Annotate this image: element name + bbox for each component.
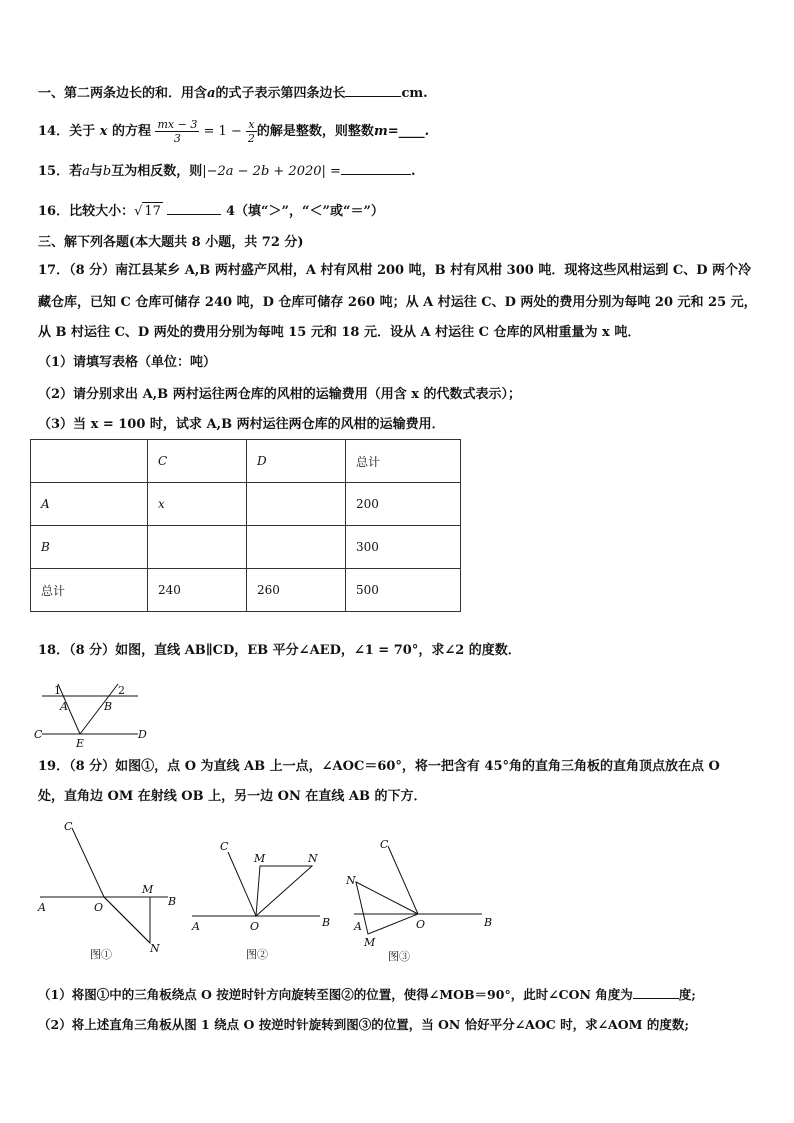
q18-figure	[34, 680, 164, 754]
point-n-label: N	[150, 942, 160, 955]
point-o-label: O	[94, 901, 104, 914]
ray-oc	[72, 828, 104, 897]
q15-pre: 若	[69, 164, 83, 179]
q15-expr: |−2a − 2b + 2020| =	[202, 164, 341, 179]
point-m-label: M	[364, 936, 376, 949]
ray-oc	[388, 846, 418, 914]
answer-blank[interactable]	[341, 162, 411, 175]
table-row	[31, 483, 461, 526]
q16-radicand: 17	[144, 204, 161, 219]
triangle-omn	[256, 866, 312, 916]
table-cell: 240	[148, 569, 247, 612]
line-top-var: a	[207, 86, 216, 101]
q15-a: a	[82, 164, 90, 179]
ray-oc	[228, 852, 256, 916]
q16-post: 4（填“＞”，“＜”或“＝”）	[226, 204, 384, 219]
table-cell: 500	[346, 569, 461, 612]
point-n-label: N	[346, 874, 356, 887]
table-cell: A	[31, 483, 148, 526]
q14-fraction-1	[155, 118, 199, 145]
section-heading: 三、解下列各题(本大题共 8 小题，共 72 分)	[38, 235, 304, 250]
point-m-label: M	[254, 852, 266, 865]
q14-mid: 的方程	[111, 124, 151, 139]
q17-sub-2: （2）请分别求出 A,B 两村运往两仓库的风柑的运输费用（用含 x 的代数式表示）；	[38, 387, 521, 402]
q19-sub-1	[38, 986, 696, 1004]
table-cell: D	[247, 440, 346, 483]
table-cell: 300	[346, 526, 461, 569]
q15-number: 15．	[38, 164, 70, 179]
point-b-label: B	[484, 916, 493, 929]
point-m-label: M	[142, 883, 154, 896]
q15-mid: 与	[89, 164, 103, 179]
answer-blank[interactable]	[345, 84, 401, 97]
figure-2-caption: 图②	[246, 948, 268, 961]
question-14	[38, 118, 429, 145]
q14-m: m	[373, 124, 388, 139]
table-cell: C	[148, 440, 247, 483]
line-top-unit: cm.	[401, 86, 428, 101]
point-b-label: B	[104, 700, 113, 713]
q14-frac2-num: x	[246, 118, 257, 132]
table-cell: 200	[346, 483, 461, 526]
point-c-label: C	[64, 820, 73, 833]
table-cell: 总计	[346, 440, 461, 483]
point-b-label: B	[168, 895, 177, 908]
angle-1-label: 1	[54, 684, 61, 697]
table-cell: 总计	[31, 569, 148, 612]
table-cell[interactable]	[247, 526, 346, 569]
q15-post: 互为相反数，则	[111, 164, 203, 179]
point-c-label: C	[34, 728, 43, 741]
q19-sub-1-end: 度;	[678, 987, 696, 1002]
q14-fraction-2	[246, 118, 257, 145]
point-a-label: A	[60, 700, 68, 713]
point-n-label: N	[308, 852, 318, 865]
q15-end: .	[410, 164, 416, 179]
q14-frac2-den: 2	[247, 132, 255, 145]
q17-line-3: 从 B 村运往 C、D 两处的费用分别为每吨 15 元和 18 元．设从 A 村运往 C 仓库的风柑重量为 x 吨．	[38, 325, 641, 340]
table-cell	[31, 440, 148, 483]
point-o-label: O	[250, 920, 260, 933]
q14-frac1-num: mx − 3	[157, 118, 198, 131]
point-c-label: C	[220, 840, 229, 853]
edge-on	[104, 897, 150, 943]
point-d-label: D	[138, 728, 147, 741]
question-18: 18．（8 分）如图，直线 AB∥CD，EB 平分∠AED，∠1 = 70°，求∠2 的度数．	[38, 643, 521, 658]
point-e-label: E	[76, 737, 85, 750]
q17-line-1: 17．（8 分）南江县某乡 A,B 两村盛产风柑，A 村有风柑 200 吨，B 村有风柑 300 吨．现将这些风柑运到 C、D 两个冷	[38, 263, 751, 278]
q14-eq: = 1 −	[199, 124, 246, 139]
point-a-label: A	[192, 920, 200, 933]
table-cell: B	[31, 526, 148, 569]
table-row	[31, 569, 461, 612]
question-15	[38, 162, 415, 181]
q14-var: x	[99, 124, 108, 139]
q16-number: 16．	[38, 204, 70, 219]
table-row	[31, 526, 461, 569]
table-row	[31, 440, 461, 483]
table-cell: 260	[247, 569, 346, 612]
point-a-label: A	[354, 920, 362, 933]
point-b-label: B	[322, 916, 331, 929]
q19-figure-2	[190, 836, 340, 970]
point-o-label: O	[416, 918, 426, 931]
q15-b: b	[102, 164, 112, 179]
line-top	[38, 84, 428, 103]
q14-end: =____.	[387, 124, 430, 139]
freight-table	[30, 439, 461, 612]
q19-line-2: 处，直角边 OM 在射线 OB 上，另一边 ON 在直线 AB 的下方．	[38, 789, 427, 804]
table-cell: x	[148, 483, 247, 526]
q19-line-1: 19．（8 分）如图①，点 O 为直线 AB 上一点，∠AOC＝60°，将一把含有 45°角的直角三角板的直角顶点放在点 O	[38, 759, 720, 774]
question-16: 16．比较大小：√ 17 4（填“＞”，“＜”或“＝”）	[38, 204, 384, 219]
line-be	[80, 684, 118, 734]
q16-pre: 比较大小：	[69, 204, 135, 219]
q19-sub-1-text: （1）将图①中的三角板绕点 O 按逆时针方向旋转至图②的位置，使得∠MOB＝90°，此时∠CON 角度为	[38, 987, 633, 1002]
angle-2-label: 2	[118, 684, 125, 697]
q19-sub-2: （2）将上述直角三角板从图 1 绕点 O 按逆时针旋转到图③的位置，当 ON 恰好平分∠AOC 时，求∠AOM 的度数;	[38, 1017, 689, 1032]
q14-number: 14．	[38, 124, 70, 139]
q17-sub-3: （3）当 x = 100 时，试求 A,B 两村运往两仓库的风柑的运输费用．	[38, 417, 445, 432]
q17-line-2: 藏仓库，已知 C 仓库可储存 240 吨，D 仓库可储存 260 吨；从 A 村运往 C、D 两处的费用分别为每吨 20 元和 25 元，	[38, 295, 757, 310]
line-top-text: 一、第二两条边长的和．用含	[38, 86, 208, 101]
line-top-text2: 的式子表示第四条边长	[215, 86, 346, 101]
table-cell[interactable]	[247, 483, 346, 526]
q14-pre: 关于	[69, 124, 96, 139]
q19-figure-3	[346, 836, 506, 970]
point-c-label: C	[380, 838, 389, 851]
answer-blank[interactable]	[167, 202, 221, 215]
q14-post: 的解是整数，则整数	[256, 124, 374, 139]
figure-3-caption: 图③	[388, 950, 410, 963]
figure-1-caption: 图①	[90, 948, 112, 961]
q14-frac1-den: 3	[173, 132, 181, 145]
table-cell[interactable]	[148, 526, 247, 569]
triangle-omn	[356, 882, 418, 934]
q17-sub-1: （1）请填写表格（单位：吨）	[38, 355, 217, 370]
answer-blank[interactable]	[633, 986, 679, 999]
point-a-label: A	[38, 901, 46, 914]
q19-figure-1	[32, 816, 192, 970]
